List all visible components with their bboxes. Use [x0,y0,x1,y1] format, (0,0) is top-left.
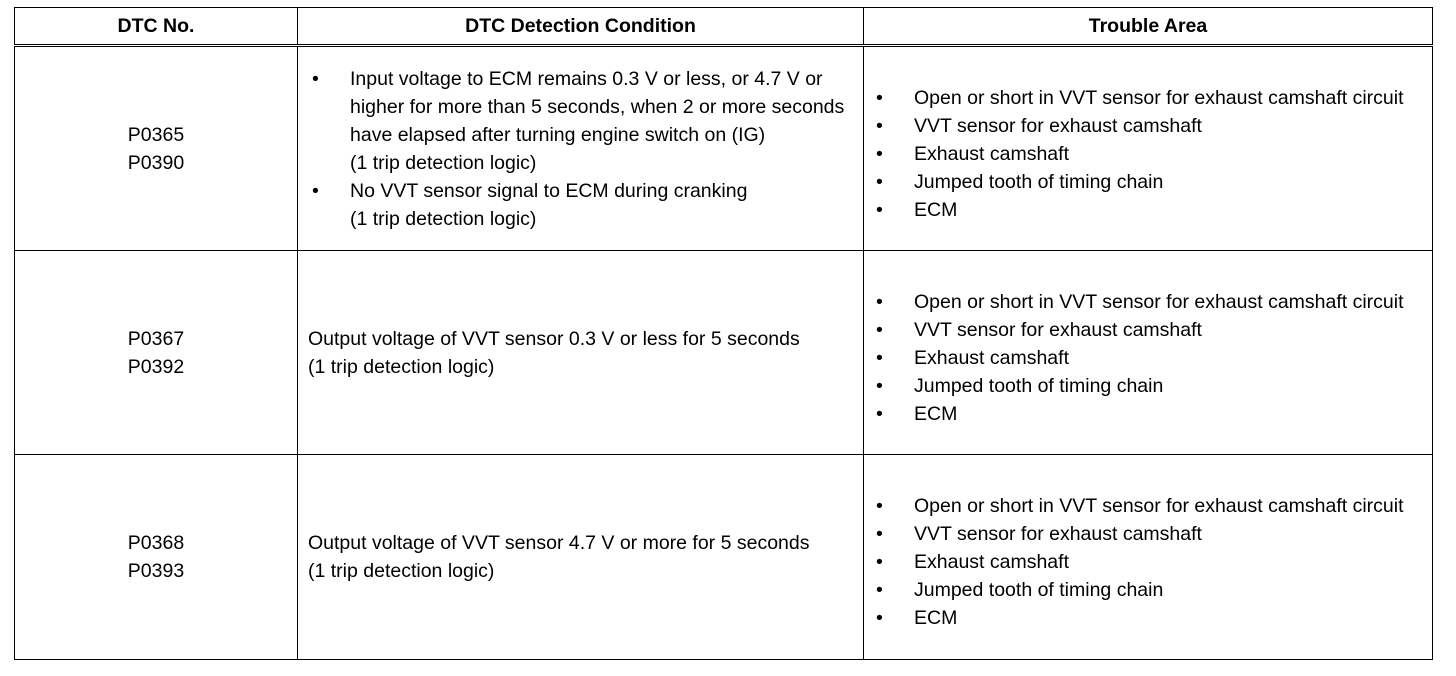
condition-text: Output voltage of VVT sensor 4.7 V or more for 5 seconds [308,532,810,554]
dtc-code: P0393 [127,560,185,582]
condition-list [308,65,853,233]
dtc-code: P0368 [127,532,185,554]
condition-cell [298,455,864,660]
trouble-area-item: • Exhaust camshaft [872,548,1424,576]
trouble-area-item: • Exhaust camshaft [872,140,1424,168]
trouble-area-item: • Jumped tooth of timing chain [872,576,1424,604]
condition-cell [298,251,864,455]
condition-item [308,177,853,233]
dtc-code-cell [15,455,298,660]
dtc-code: P0390 [127,151,185,174]
condition-item [308,65,853,177]
condition-cell [298,46,864,251]
condition-note: (1 trip detection logic) [308,560,495,582]
trouble-area-item: • Open or short in VVT sensor for exhaust camshaft circuit [872,492,1424,520]
dtc-code: P0367 [127,327,185,350]
trouble-area-item: • VVT sensor for exhaust camshaft [872,520,1424,548]
header-dtc-no: DTC No. [15,8,298,46]
table-row [15,455,1433,660]
condition-note: (1 trip detection logic) [350,207,537,230]
dtc-code: P0365 [127,123,185,146]
dtc-code-cell [15,251,298,455]
trouble-area-item: • ECM [872,196,1424,224]
trouble-area-list [872,492,1424,632]
dtc-table [14,7,1433,660]
condition-text: • No VVT sensor signal to ECM during cranking [350,179,748,202]
condition-note: (1 trip detection logic) [350,151,537,174]
condition-note: (1 trip detection logic) [308,355,495,378]
trouble-area-cell [864,251,1433,455]
condition-text: • Input voltage to ECM remains 0.3 V or less, or 4.7 V or higher for more than 5 seconds, when 2 or more seconds have elapsed after turning engine switch on (IG) [350,67,845,146]
condition-text: Output voltage of VVT sensor 0.3 V or less for 5 seconds [308,327,800,350]
trouble-area-list [872,288,1424,428]
trouble-area-item: • VVT sensor for exhaust camshaft [872,316,1424,344]
trouble-area-item: • Jumped tooth of timing chain [872,168,1424,196]
trouble-area-item: • VVT sensor for exhaust camshaft [872,112,1424,140]
trouble-area-item: • ECM [872,604,1424,632]
header-row [15,8,1433,46]
trouble-area-item: • Jumped tooth of timing chain [872,372,1424,400]
header-trouble-area: Trouble Area [864,8,1433,46]
trouble-area-list [872,84,1424,224]
trouble-area-cell [864,46,1433,251]
dtc-code: P0392 [127,355,185,378]
trouble-area-item: • ECM [872,400,1424,428]
dtc-code-cell [15,46,298,251]
trouble-area-item: • Open or short in VVT sensor for exhaust camshaft circuit [872,84,1424,112]
header-detection-condition: DTC Detection Condition [298,8,864,46]
trouble-area-item: • Exhaust camshaft [872,344,1424,372]
trouble-area-cell [864,455,1433,660]
trouble-area-item: • Open or short in VVT sensor for exhaust camshaft circuit [872,288,1424,316]
table-row [15,46,1433,251]
table-row [15,251,1433,455]
